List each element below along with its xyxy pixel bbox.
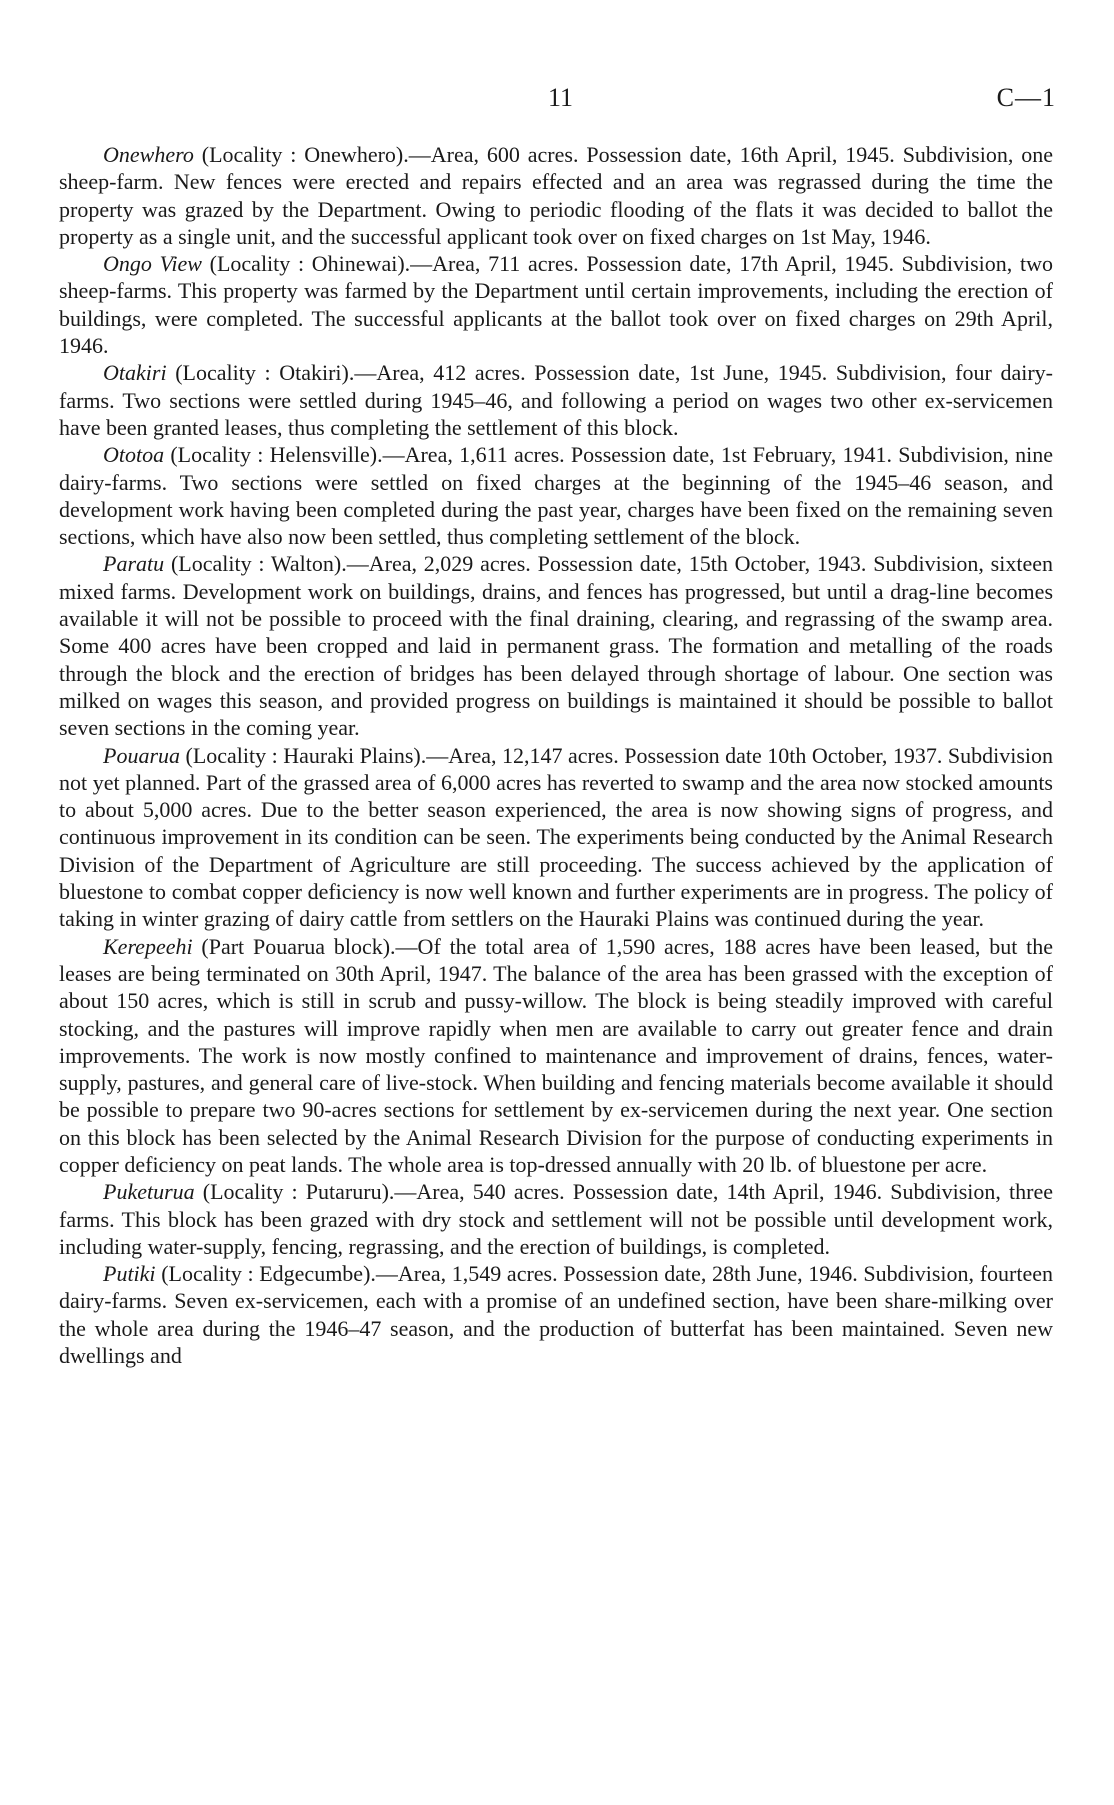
paragraph-text: (Locality : Walton).—Area, 2,029 acres. Possession date, 15th October, 1943. Subdivision, sixteen mixed farms. Development work on buildings, drains, and fences has progressed, but until a drag-line becomes available it will not be possible to proceed with the final draining, clearing, and regrassing of the swamp area. Some 400 acres have been cropped and laid in permanent grass. The formation and metalling of the roads through the block and the erection of bridges has been delayed through shortage of labour. One section was milked on wages this season, and provided progress on buildings is maintained it should be possible to ballot seven sections in the coming year. bbox=[59, 551, 1053, 741]
paragraph-kerepeehi bbox=[59, 933, 1053, 1179]
paragraph-onewhero bbox=[59, 141, 1053, 250]
document-code: C—1 bbox=[996, 83, 1056, 112]
paragraph-text: (Locality : Ohinewai).—Area, 711 acres. Possession date, 17th April, 1945. Subdivision, two sheep-farms. This property was farmed by the Department until certain improvements, including the erection of buildings, were completed. The successful applicants at the ballot took over on fixed charges on 29th April, 1946. bbox=[59, 251, 1053, 359]
block-name: Kerepeehi bbox=[103, 933, 193, 959]
block-name: Pouarua bbox=[103, 742, 180, 768]
paragraph-text: (Locality : Edgecumbe).—Area, 1,549 acres. Possession date, 28th June, 1946. Subdivision, fourteen dairy-farms. Seven ex-servicemen, each with a promise of an undefined section, have been share-milking over the whole area during the 1946–47 season, and the production of butterfat has been maintained. Seven new dwellings and bbox=[59, 1261, 1053, 1369]
paragraph-text: (Locality : Onewhero).—Area, 600 acres. Possession date, 16th April, 1945. Subdivision, one sheep-farm. New fences were erected and repairs effected and an area was regrassed during the time the property was grazed by the Department. Owing to periodic flooding of the flats it was decided to ballot the property as a single unit, and the successful applicant took over on fixed charges on 1st May, 1946. bbox=[59, 142, 1053, 249]
paragraph-paratu bbox=[59, 550, 1053, 741]
block-name: Putiki bbox=[103, 1261, 156, 1287]
block-name: Ongo View bbox=[103, 251, 202, 277]
paragraph-putiki bbox=[59, 1260, 1053, 1369]
paragraph-text: (Locality : Helensville).—Area, 1,611 acres. Possession date, 1st February, 1941. Subdivision, nine dairy-farms. Two sections were settled on fixed charges at the beginning of the 1945–46 season, and development work having been completed during the past year, charges have been fixed on the remaining seven sections, which have also now been settled, thus completing settlement of the block. bbox=[59, 442, 1053, 550]
page-number: 11 bbox=[548, 83, 574, 112]
paragraph-puketurua bbox=[59, 1178, 1053, 1260]
paragraph-ongo-view bbox=[59, 250, 1053, 359]
paragraph-text: (Part Pouarua block).—Of the total area of 1,590 acres, 188 acres have been leased, but the leases are being terminated on 30th April, 1947. The balance of the area has been grassed with the exception of about 150 acres, which is still in scrub and pussy-willow. The block is being steadily improved with careful stocking, and the pastures will improve rapidly when men are available to carry out greater fence and drain improvements. The work is now mostly confined to maintenance and improvement of drains, fences, water-supply, pastures, and general care of live-stock. When building and fencing materials become available it should be possible to prepare two 90-acres sections for settlement by ex-servicemen during the next year. One section on this block has been selected by the Animal Research Division for the purpose of conducting experiments in copper deficiency on peat lands. The whole area is top-dressed annually with 20 lb. of bluestone per acre. bbox=[59, 933, 1053, 1177]
paragraph-pouarua bbox=[59, 742, 1053, 933]
paragraph-otakiri bbox=[59, 359, 1053, 441]
block-name: Otakiri bbox=[103, 360, 167, 386]
block-name: Onewhero bbox=[103, 142, 194, 167]
block-name: Ototoa bbox=[103, 442, 165, 468]
paragraph-ototoa bbox=[59, 441, 1053, 550]
page-body bbox=[59, 141, 1053, 1369]
page-header bbox=[0, 80, 1114, 116]
block-name: Puketurua bbox=[103, 1179, 195, 1205]
paragraph-text: (Locality : Putaruru).—Area, 540 acres. Possession date, 14th April, 1946. Subdivision, three farms. This block has been grazed with dry stock and settlement will not be possible until development work, including water-supply, fencing, regrassing, and the erection of buildings, is completed. bbox=[59, 1179, 1053, 1259]
paragraph-text: (Locality : Hauraki Plains).—Area, 12,147 acres. Possession date 10th October, 1937. Subdivision not yet planned. Part of the grassed area of 6,000 acres has reverted to swamp and the area now stocked amounts to about 5,000 acres. Due to the better season experienced, the area is now showing signs of progress, and continuous improvement in its condition can be seen. The experiments being conducted by the Animal Research Division of the Department of Agriculture are still proceeding. The success achieved by the application of bluestone to combat copper deficiency is now well known and further experiments are in progress. The policy of taking in winter grazing of dairy cattle from settlers on the Hauraki Plains was continued during the year. bbox=[59, 742, 1053, 932]
paragraph-text: (Locality : Otakiri).—Area, 412 acres. Possession date, 1st June, 1945. Subdivision, four dairy-farms. Two sections were settled during 1945–46, and following a period on wages two other ex-servicemen have been granted leases, thus completing the settlement of this block. bbox=[59, 360, 1053, 440]
block-name: Paratu bbox=[103, 551, 165, 577]
